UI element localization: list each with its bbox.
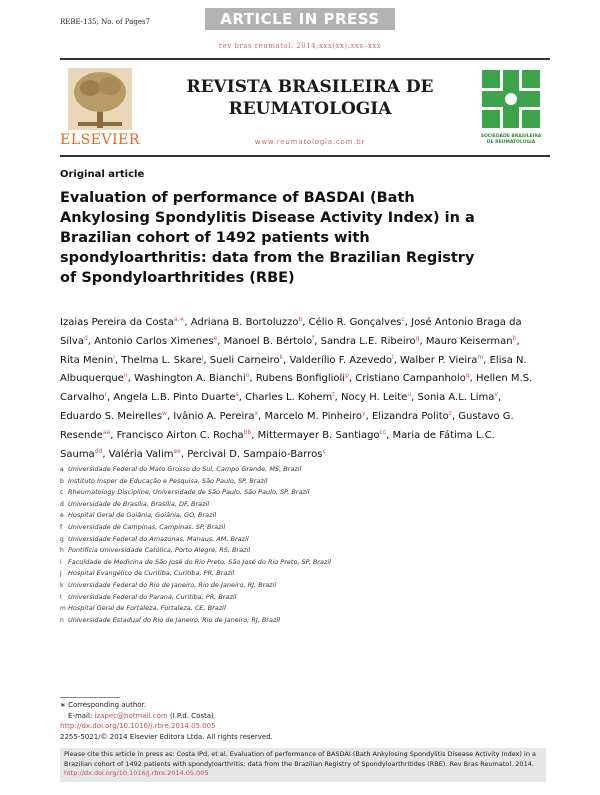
article-in-press-banner: ARTICLE IN PRESS	[205, 8, 395, 30]
affiliation-item	[60, 592, 540, 604]
journal-title-line-2: REUMATOLOGIA	[228, 99, 392, 119]
author-name: Elisa N. Albuquerque	[60, 354, 527, 385]
author	[94, 336, 217, 347]
author-name: Eduardo S. Meirelles	[60, 410, 162, 422]
affiliation-text: Instituto Insper de Educação e Pesquisa, São Paulo, SP, Brazil	[68, 476, 268, 485]
citation-doi-link[interactable]: http://dx.doi.org/10.1016/j.rbre.2014.05.005	[64, 769, 209, 777]
author	[113, 392, 238, 403]
affiliation-text: Universidade Federal do Rio de Janeiro, Rio de Janeiro, RJ, Brazil	[68, 580, 277, 589]
author-name: Gustavo G. Resende	[60, 410, 514, 441]
affiliation-key: i	[60, 558, 62, 566]
author-affiliation-mark[interactable]: p	[345, 372, 349, 380]
author-affiliation-mark[interactable]: x	[254, 409, 259, 417]
affiliation-key: g	[60, 535, 64, 543]
corresponding-author-note: ∗ Corresponding author.	[60, 701, 146, 709]
author-affiliation-mark[interactable]: w	[161, 409, 167, 417]
email-link[interactable]: izapec@hotmail.com	[94, 711, 168, 720]
author	[60, 317, 184, 328]
header-rule-top	[60, 58, 550, 60]
affiliation-item	[60, 487, 540, 499]
author-affiliation-mark[interactable]: m	[477, 353, 484, 361]
author-name: Nocy H. Leite	[341, 392, 408, 404]
author-affiliation-mark[interactable]: ee	[173, 447, 181, 455]
author-affiliation-mark[interactable]: c	[322, 447, 326, 455]
author-affiliation-mark[interactable]: t	[332, 391, 335, 399]
author	[121, 355, 203, 366]
author-affiliation-mark[interactable]: g	[415, 334, 420, 342]
author	[372, 411, 452, 422]
author-name: Charles L. Kohem	[245, 392, 333, 404]
journal-citation-line: rev bras reumatol. 2014;xxx(xx):xxx–xxx	[218, 42, 382, 50]
author-affiliation-mark[interactable]: u	[407, 391, 412, 399]
author-affiliation-mark[interactable]: dd	[94, 447, 103, 455]
author-name: Hellen M.S. Carvalho	[60, 373, 533, 404]
affiliation-key: e	[60, 512, 64, 520]
journal-title-line-1: REVISTA BRASILEIRA DE	[186, 77, 434, 97]
author-affiliation-mark[interactable]: r	[104, 391, 107, 399]
author-affiliation-mark[interactable]: s	[235, 391, 239, 399]
citation-box	[60, 748, 546, 782]
affiliation-text: Universidade Federal do Paraná, Curitiba, PR, Brazil	[68, 592, 237, 601]
affiliation-item	[60, 534, 540, 546]
email-label: E-mail:	[68, 711, 95, 720]
author	[417, 392, 497, 403]
affiliation-item	[60, 545, 540, 557]
email-suffix: (I.P.d. Costa).	[167, 711, 216, 720]
footnote-rule	[60, 697, 120, 698]
author	[109, 449, 181, 460]
affiliation-text: Pontifícia Universidade Católica, Porto Alegre, RS, Brazil	[68, 546, 251, 555]
manuscript-ref: REBE-135; No. of Pages7	[60, 18, 151, 26]
affiliation-list	[60, 464, 540, 626]
society-mark-icon	[482, 70, 540, 128]
author-list: Izaias Pereira da Costa$^{a,∗}$, Adriana B. Bortoluzzo$^b$, Célio R. Gonçalves$^c$, José Antonio Braga da Silva$^d$, Antonio Carlos Ximenes$^e$, Manoel B. Bértolo$^f$, Sandra L.E. Ribeiro$^g$, Mauro Keiserman$^h$, Rita Menin$^i$, Thelma L. Skare$^j$, Sueli Carneiro$^k$, Valderílio F. Azevedo$^l$, Walber P. Vieira$^m$, Elisa N. Albuquerque$^n$, Washington A. Bianchi$^o$, Rubens Bonfiglioli$^p$, Cristiano Campanholo$^q$, Hellen M.S. Carvalho$^r$, Angela L.B. Pinto Duarte$^s$, Charles L. Kohem$^t$, Nocy H. Leite$^u$, Sonia A.L. Lima$^v$, Eduardo S. Meirelles$^w$, Ivânio A. Pereira$^x$, Marcelo M. Pinheiro$^y$, Elizandra Polito$^z$, Gustavo G. Resende$^{aa}$, Francisco Airton C. Rocha$^{bb}$, Mittermayer B. Santiago$^{cc}$, Maria de Fátima L.C. Sauma$^{dd}$, Valéria Valim$^{ee}$, Percival D. Sampaio-Barros$^c$	[60, 316, 533, 460]
society-logo	[474, 68, 548, 154]
author-name: Marcelo M. Pinheiro	[264, 410, 363, 422]
article-title: Evaluation of performance of BASDAI (Bath Ankylosing Spondylitis Disease Activity Index) in a Brazilian cohort of 1492 patients with spondyloarthritis: data from the Brazilian Registry of Spondyloarthritides (RBE)	[60, 190, 475, 286]
email-line	[60, 711, 540, 722]
footnotes	[60, 697, 540, 742]
affiliation-item	[60, 510, 540, 522]
author-name: Rita Menin	[60, 354, 114, 366]
author	[134, 373, 249, 384]
author-name: Izaias Pereira da Costa	[60, 317, 174, 328]
author-affiliation-mark[interactable]: e	[213, 334, 218, 342]
journal-header	[60, 58, 550, 158]
affiliation-text: Universidade de Campinas, Campinas, SP, Brazil	[68, 522, 226, 531]
author-affiliation-mark[interactable]: a,∗	[173, 316, 185, 323]
author	[60, 355, 115, 366]
author-name: José Antonio Braga da Silva	[60, 317, 522, 347]
author-name: Thelma L. Skare	[121, 354, 202, 366]
author-affiliation-mark[interactable]: j	[201, 353, 204, 361]
author	[256, 373, 349, 384]
affiliation-text: Rheumatology Discipline, Universidade de São Paulo, São Paulo, SP, Brazil	[68, 488, 310, 497]
affiliation-text: Hospital Geral de Fortaleza, Fortaleza, CE, Brazil	[68, 604, 226, 613]
author	[187, 449, 326, 460]
author-affiliation-mark[interactable]: d	[83, 334, 88, 342]
affiliation-item	[60, 580, 540, 592]
author-affiliation-mark[interactable]: b	[298, 316, 303, 323]
author-name: Valéria Valim	[108, 448, 174, 460]
author-name: Cristiano Campanholo	[355, 373, 466, 385]
author-affiliation-mark[interactable]: l	[392, 353, 394, 361]
author-name: Valderílio F. Azevedo	[289, 354, 393, 366]
affiliation-item	[60, 499, 540, 511]
author	[400, 355, 483, 366]
affiliation-item	[60, 615, 540, 627]
affiliation-text: Hospital Evangélico de Curitiba, Curitiba, PR, Brazil	[68, 569, 235, 578]
author	[258, 430, 387, 441]
author-affiliation-mark[interactable]: z	[448, 409, 452, 417]
author-name: Sandra L.E. Ribeiro	[320, 335, 416, 347]
top-bar	[0, 0, 600, 30]
society-name	[474, 134, 548, 145]
author-name: Sueli Carneiro	[209, 354, 280, 366]
affiliation-key: m	[60, 605, 66, 613]
affiliation-key: k	[60, 581, 64, 589]
journal-title	[160, 76, 460, 120]
author-name: Francisco Airton C. Rocha	[116, 429, 244, 441]
author-affiliation-mark[interactable]: n	[123, 372, 128, 380]
affiliation-item	[60, 568, 540, 580]
author-name: Rubens Bonfiglioli	[255, 373, 346, 385]
affiliation-text: Faculdade de Medicina de São José do Rio Preto, São José do Rio Preto, SP, Brazil	[68, 557, 331, 566]
author-affiliation-mark[interactable]: y	[362, 409, 366, 417]
author-name: Célio R. Gonçalves	[308, 317, 402, 328]
author-name: Manoel B. Bértolo	[223, 335, 313, 347]
citation-text: Please cite this article in press as: Costa IPd, et al. Evaluation of performance of BASDAI (Bath Ankylosing Spondylitis Disease Activity Index) in a Brazilian cohort of 1492 patients with spondyloarthritis: data from the Brazilian Registry of Spondyloarthritides (RBE). Rev Bras Reumatol. 2014.	[64, 750, 537, 768]
affiliation-key: b	[60, 477, 64, 485]
author	[117, 430, 252, 441]
affiliation-key: c	[60, 489, 64, 497]
affiliation-key: f	[60, 523, 63, 531]
affiliation-item	[60, 464, 540, 476]
affiliation-key: h	[60, 547, 64, 555]
author-affiliation-mark[interactable]: q	[465, 372, 470, 380]
copyright: 2255-5021/© 2014 Elsevier Editora Ltda. All rights reserved.	[60, 732, 273, 741]
affiliation-item	[60, 603, 540, 615]
affiliation-item	[60, 476, 540, 488]
author-affiliation-mark[interactable]: aa	[102, 428, 111, 436]
author-name: Walber P. Vieira	[400, 354, 478, 366]
author-affiliation-mark[interactable]: cc	[379, 428, 387, 436]
author-affiliation-mark[interactable]: k	[279, 353, 284, 361]
affiliation-key: d	[60, 500, 64, 508]
author-name: Maria de Fátima L.C. Sauma	[60, 429, 495, 460]
author-affiliation-mark[interactable]: bb	[243, 428, 252, 436]
affiliation-key: l	[60, 593, 62, 601]
affiliation-item	[60, 557, 540, 569]
author-name: Angela L.B. Pinto Duarte	[113, 392, 236, 404]
affiliation-text: Universidade Estadual do Rio de Janeiro, Rio de Janeiro, RJ, Brazil	[68, 615, 281, 624]
author-affiliation-mark[interactable]: o	[245, 372, 250, 380]
article-type: Original article	[60, 169, 145, 180]
affiliation-text: Universidade Federal do Mato Grosso do Sul, Campo Grande, MS, Brazil	[68, 465, 302, 473]
affiliation-key: a	[60, 466, 64, 473]
author-affiliation-mark[interactable]: c	[401, 316, 405, 323]
author	[426, 336, 517, 347]
affiliation-text: Universidade Federal do Amazonas, Manaus, AM, Brazil	[68, 534, 249, 543]
author	[191, 317, 303, 328]
author	[264, 411, 365, 422]
author-name: Sonia A.L. Lima	[417, 392, 495, 404]
author-name: Washington A. Bianchi	[134, 373, 246, 385]
author-name: Adriana B. Bortoluzzo	[190, 317, 299, 328]
author-name: Percival D. Sampaio-Barros	[187, 448, 323, 460]
author-affiliation-mark[interactable]: f	[312, 334, 315, 342]
affiliation-key: j	[60, 570, 62, 578]
author	[290, 355, 394, 366]
society-name-line-1: SOCIEDADE BRASILEIRA	[480, 134, 542, 139]
author	[309, 317, 405, 328]
author	[224, 336, 315, 347]
author-name: Mauro Keiserman	[425, 335, 513, 347]
society-name-line-2: DE REUMATOLOGIA	[486, 139, 536, 145]
affiliation-key: n	[60, 616, 64, 624]
author	[173, 411, 258, 422]
author	[210, 355, 283, 366]
elsevier-tree-icon	[68, 68, 132, 130]
author	[321, 336, 420, 347]
author	[355, 373, 469, 384]
affiliation-text: Universidade de Brasília, Brasília, DF, Brazil	[68, 499, 210, 508]
author-affiliation-mark[interactable]: v	[494, 391, 498, 399]
author-affiliation-mark[interactable]: i	[113, 353, 115, 361]
author	[245, 392, 335, 403]
author-name: Mittermayer B. Santiago	[257, 429, 380, 441]
publisher-name: ELSEVIER	[60, 132, 140, 148]
doi-link[interactable]: http://dx.doi.org/10.1016/j.rbre.2014.05.005	[60, 722, 216, 730]
author-affiliation-mark[interactable]: h	[512, 334, 517, 342]
author	[60, 411, 167, 422]
author-name: Antonio Carlos Ximenes	[94, 335, 214, 347]
affiliation-item	[60, 522, 540, 534]
affiliation-text: Hospital Geral de Goiânia, Goiânia, GO, Brazil	[68, 511, 217, 520]
author-name: Ivânio A. Pereira	[173, 410, 255, 422]
author	[341, 392, 411, 403]
header-rule-bottom	[60, 155, 550, 157]
elsevier-logo	[60, 66, 140, 154]
author-name: Elizandra Polito	[371, 410, 449, 422]
journal-url[interactable]: www.reumatologia.com.br	[254, 138, 366, 146]
